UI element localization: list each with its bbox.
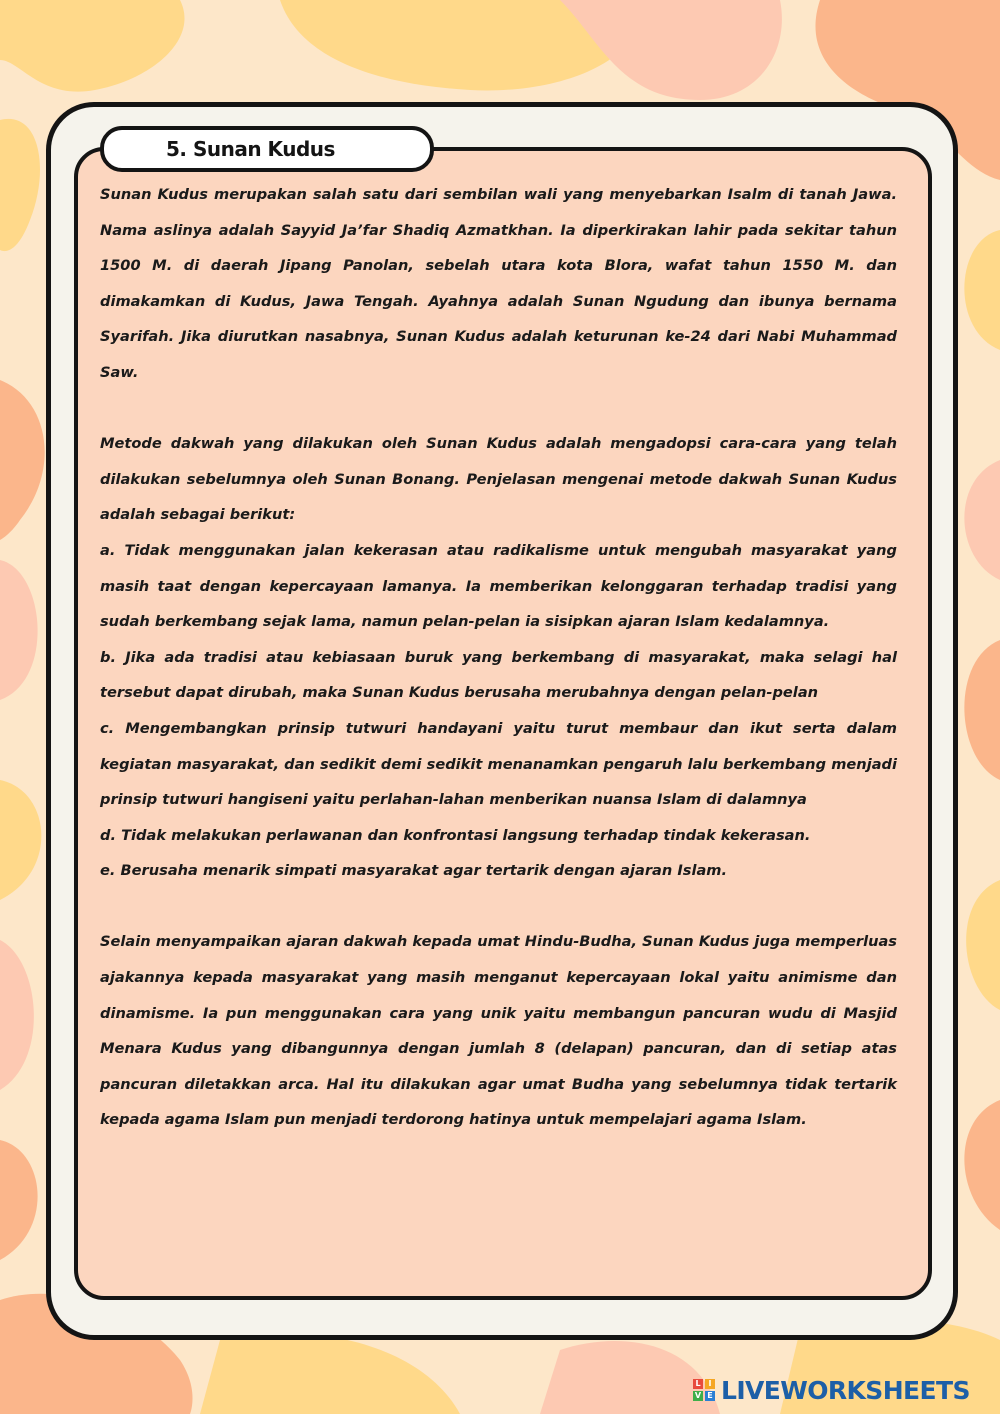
method-item-a: a. Tidak menggunakan jalan kekerasan atau radikalisme untuk mengubah masyarakat yang masih taat dengan kepercayaan lamanya. Ia memberikan kelonggaran terhadap tradisi yang sudah berkembang sejak lama, namun pelan-pelan ia sisipkan ajaran Islam kedalamnya. — [100, 541, 897, 631]
liveworksheets-logo-icon: L I V E — [693, 1379, 715, 1401]
page-title: 5. Sunan Kudus — [166, 137, 335, 161]
method-intro-paragraph: Metode dakwah yang dilakukan oleh Sunan Kudus adalah mengadopsi cara-cara yang telah dilakukan sebelumnya oleh Sunan Bonang. Penjelasan mengenai metode dakwah Sunan Kudus adalah sebagai berikut: — [100, 435, 897, 524]
title-pill — [100, 126, 434, 172]
closing-paragraph: Selain menyampaikan ajaran dakwah kepada umat Hindu-Budha, Sunan Kudus juga memperluas ajakannya kepada masyarakat yang masih menganut kepercayaan lokal yaitu animisme dan dinamisme. Ia pun menggunakan cara yang unik yaitu membangun pancuran wudu di Masjid Menara Kudus yang dibangunnya dengan jumlah 8 (delapan) pancuran, dan di setiap atas pancuran diletakkan arca. Hal itu dilakukan agar umat Budha yang sebelumnya tidak tertarik kepada agama Islam pun menjadi terdorong hatinya untuk mempelajari agama Islam. — [100, 933, 897, 1129]
method-item-d: d. Tidak melakukan perlawanan dan konfrontasi langsung terhadap tindak kekerasan. — [100, 826, 811, 844]
method-item-e: e. Berusaha menarik simpati masyarakat agar tertarik dengan ajaran Islam. — [100, 862, 728, 880]
method-item-c: c. Mengembangkan prinsip tutwuri handayani yaitu turut membaur dan ikut serta dalam kegiatan masyarakat, dan sedikit demi sedikit menanamkan pengaruh lalu berkembang menjadi prinsip tutwuri hangiseni yaitu perlahan-lahan menberikan nuansa Islam di dalamnya — [100, 719, 897, 809]
liveworksheets-logo[interactable] — [693, 1372, 970, 1408]
intro-paragraph: Sunan Kudus merupakan salah satu dari sembilan wali yang menyebarkan Isalm di tanah Jawa. Nama aslinya adalah Sayyid Ja’far Shadiq Azmatkhan. Ia diperkirakan lahir pada sekitar tahun 1500 M. di daerah Jipang Panolan, sebelah utara kota Blora, wafat tahun 1550 M. dan dimakamkan di Kudus, Jawa Tengah. Ayahnya adalah Sunan Ngudung dan ibunya bernama Syarifah. Jika diurutkan nasabnya, Sunan Kudus adalah keturunan ke-24 dari Nabi Muhammad Saw. — [100, 186, 897, 381]
content-body — [100, 177, 897, 1138]
paragraph-gap — [100, 391, 897, 427]
liveworksheets-logo-text: LIVEWORKSHEETS — [721, 1375, 970, 1405]
method-item-b: b. Jika ada tradisi atau kebiasaan buruk yang berkembang di masyarakat, maka selagi hal tersebut dapat dirubah, maka Sunan Kudus berusaha merubahnya dengan pelan-pelan — [100, 648, 897, 702]
paragraph-gap — [100, 889, 897, 925]
